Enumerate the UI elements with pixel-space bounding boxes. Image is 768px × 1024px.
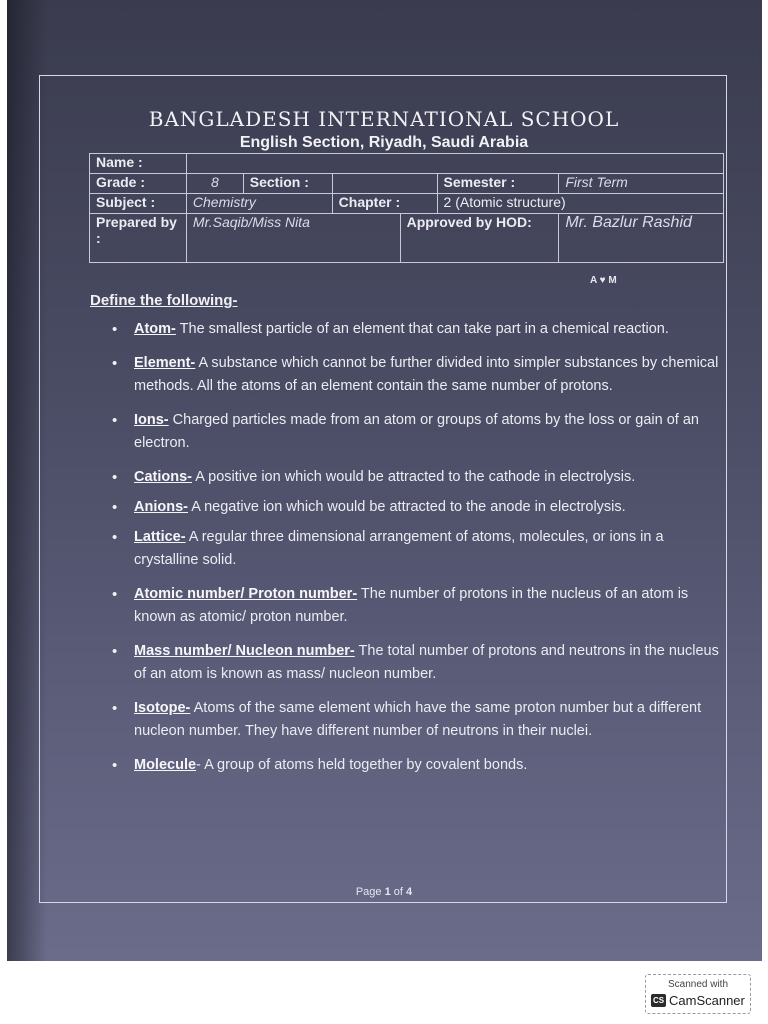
page-current: 1 [384, 886, 391, 898]
list-item [90, 526, 730, 572]
approved-label: Approved by HOD: [400, 214, 559, 263]
definition-term: Anions- [134, 499, 188, 515]
chapter-label: Chapter : [332, 194, 437, 214]
definition-text: Charged particles made from an atom or groups of atoms by the loss or gain of an electron. [134, 412, 699, 451]
section-label: Section : [243, 174, 332, 194]
badge-brand: CamScanner [669, 993, 745, 1008]
definition-term: Molecule [134, 757, 197, 773]
definition-term: Atom- [134, 321, 176, 337]
camscanner-logo-icon: CS [652, 996, 665, 1005]
list-item [90, 640, 730, 686]
info-table [89, 153, 724, 263]
list-item [90, 466, 730, 489]
page-middle: of [390, 886, 407, 898]
approved-value: Mr. Bazlur Rashid [559, 214, 724, 263]
badge-caption: Scanned with [667, 979, 729, 990]
grade-label: Grade : [90, 174, 187, 194]
semester-label: Semester : [437, 174, 559, 194]
list-item [90, 583, 730, 629]
page-prefix: Page [355, 886, 385, 898]
definition-text: The number of protons in the nucleus of an atom is known as atomic/ proton number. [134, 586, 689, 625]
definition-text: - A group of atoms held together by covalent bonds. [196, 757, 528, 773]
definition-text: A regular three dimensional arrangement of atoms, molecules, or ions in a crystalline solid. [134, 529, 664, 568]
school-name: BANGLADESH INTERNATIONAL SCHOOL [148, 107, 620, 131]
page-number [0, 886, 768, 898]
name-row [90, 154, 724, 174]
definition-term: Element- [134, 355, 196, 371]
list-item [90, 754, 730, 777]
grade-value: 8 [186, 174, 243, 194]
list-item [90, 697, 730, 743]
definition-term: Atomic number/ Proton number- [134, 586, 358, 602]
definition-text: A substance which cannot be further divided into simpler substances by chemical methods. All the atoms of an element contain the same number of protons. [134, 355, 719, 394]
list-item [90, 352, 730, 398]
subject-row [90, 194, 724, 214]
subject-label: Subject : [90, 194, 187, 214]
definition-text: The total number of protons and neutrons in the nucleus of an atom is known as mass/ nucleon number. [134, 643, 719, 682]
name-value [186, 154, 723, 174]
prepared-row [90, 214, 724, 263]
definition-term: Cations- [134, 469, 192, 485]
camscanner-badge [645, 974, 751, 1014]
chapter-value: 2 (Atomic structure) [437, 194, 723, 214]
definition-text: A negative ion which would be attracted to the anode in electrolysis. [187, 499, 626, 515]
subject-value: Chemistry [186, 194, 332, 214]
prepared-label: Prepared by : [90, 214, 187, 263]
list-item [90, 496, 730, 519]
section-value [332, 174, 437, 194]
semester-value: First Term [559, 174, 724, 194]
school-subtitle: English Section, Riyadh, Saudi Arabia [239, 134, 529, 151]
definitions-list [90, 318, 730, 777]
initials-stamp: A ♥ M [590, 275, 617, 286]
name-label: Name : [90, 154, 187, 174]
section-heading: Define the following- [90, 292, 238, 309]
list-item [90, 409, 730, 455]
definition-term: Isotope- [134, 700, 191, 716]
definition-term: Lattice- [134, 529, 186, 545]
definition-text: A positive ion which would be attracted to the cathode in electrolysis. [192, 469, 636, 485]
definition-text: Atoms of the same element which have the same proton number but a different nucleon number. They have different number of neutrons in their nuclei. [134, 700, 702, 739]
page-total: 4 [406, 886, 413, 898]
definition-text: The smallest particle of an element that can take part in a chemical reaction. [175, 321, 669, 337]
definition-term: Mass number/ Nucleon number- [134, 643, 355, 659]
definition-term: Ions- [134, 412, 169, 428]
list-item [90, 318, 730, 341]
grade-row [90, 174, 724, 194]
prepared-value: Mr.Saqib/Miss Nita [186, 214, 400, 263]
